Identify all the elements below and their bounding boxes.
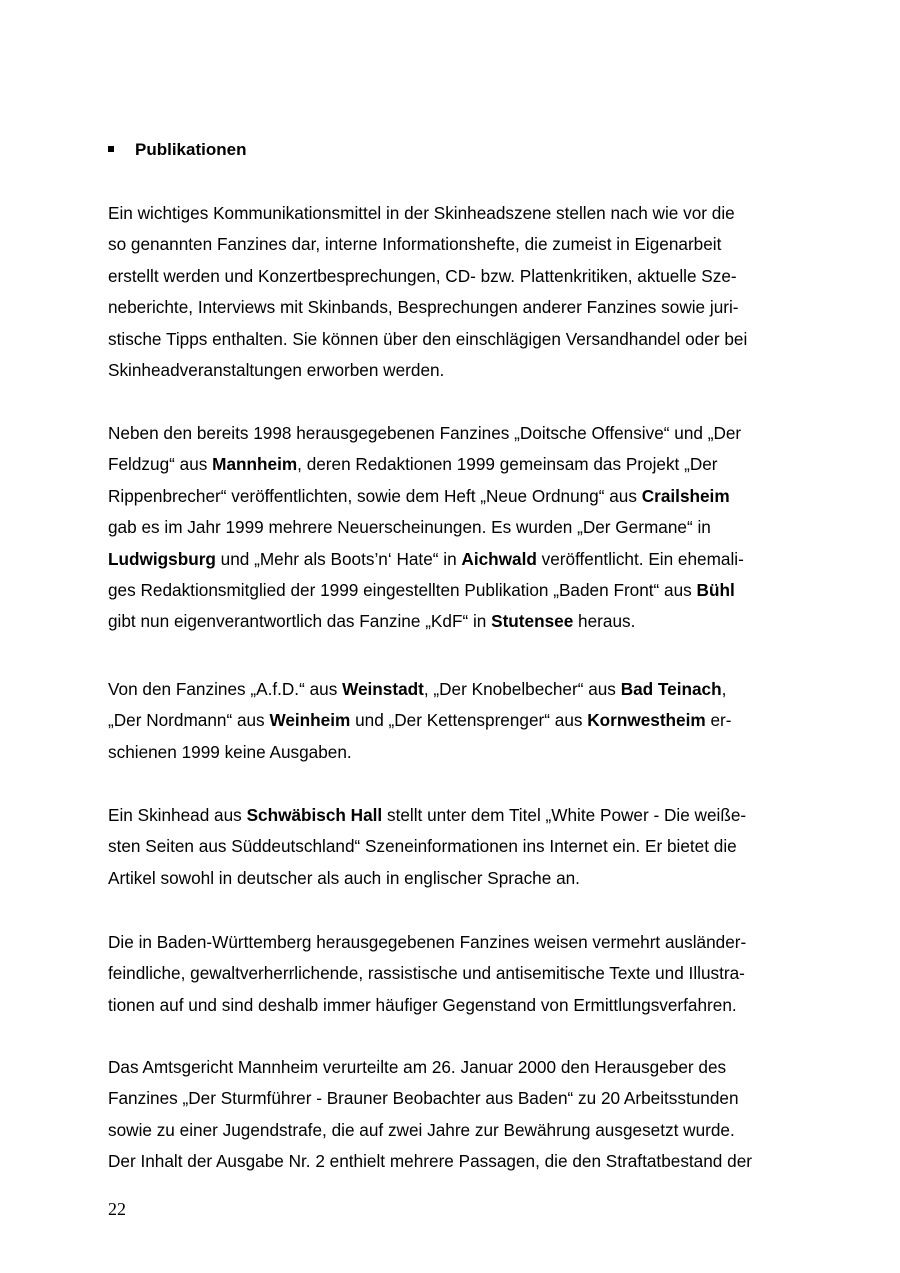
text-run: Neben den bereits 1998 herausgegebenen Fanzines „Doitsche Offensive“ und „Der [108, 423, 742, 443]
text-line [108, 831, 746, 862]
text-line [108, 261, 747, 292]
text-run: , deren Redaktionen 1999 gemeinsam das Projekt „Der [297, 454, 718, 475]
text-run: tionen auf und sind deshalb immer häufiger Gegenstand von Ermittlungsverfahren. [108, 994, 737, 1015]
paragraph [108, 1052, 752, 1178]
place-name: Mannheim [212, 454, 298, 475]
place-name: Kornwestheim [587, 710, 706, 731]
text-line [108, 324, 747, 355]
text-run: er- [705, 710, 732, 731]
text-run: neberichte, Interviews mit Skinbands, Besprechungen anderer Fanzines sowie juri- [108, 297, 739, 318]
text-line [108, 863, 746, 894]
text-run: Feldzug“ aus [108, 454, 213, 475]
text-run: gibt nun eigenverantwortlich das Fanzine „KdF“ in [108, 611, 492, 632]
text-line [108, 1052, 752, 1083]
page-number: 22 [108, 1199, 126, 1219]
section-heading-text: Publikationen [135, 140, 247, 159]
text-line [108, 229, 747, 260]
text-line [108, 958, 746, 989]
paragraph [108, 800, 746, 894]
text-run: Das Amtsgericht Mannheim verurteilte am 26. Januar 2000 den Herausgeber des [108, 1057, 727, 1077]
place-name: Bühl [696, 579, 735, 600]
text-line [108, 449, 744, 480]
place-name: Stutensee [491, 611, 574, 632]
place-name: Aichwald [461, 548, 537, 569]
text-run: Fanzines „Der Sturmführer - Brauner Beobachter aus Baden“ zu 20 Arbeitsstunden [108, 1088, 739, 1109]
text-line [108, 990, 746, 1021]
section-heading [108, 139, 246, 161]
text-line [108, 737, 731, 768]
text-line [108, 418, 744, 449]
paragraph [108, 418, 744, 638]
text-run: Artikel sowohl in deutscher als auch in englischer Sprache an. [108, 867, 580, 888]
text-run: Ein Skinhead aus [108, 805, 247, 825]
text-run: gab es im Jahr 1999 mehrere Neuerscheinungen. Es wurden „Der Germane“ in [108, 517, 711, 538]
text-run: Skinheadveranstaltungen erworben werden. [108, 359, 445, 380]
text-run: Ein wichtiges Kommunikationsmittel in der Skinheadszene stellen nach wie vor die [108, 203, 735, 223]
text-run: erstellt werden und Konzertbesprechungen, CD- bzw. Plattenkritiken, aktuelle Sze- [108, 265, 737, 286]
text-run: sowie zu einer Jugendstrafe, die auf zwei Jahre zur Bewährung ausgesetzt wurde. [108, 1119, 735, 1140]
text-run: Rippenbrecher“ veröffentlichten, sowie dem Heft „Neue Ordnung“ aus [108, 485, 642, 506]
text-run: , „Der Knobelbecher“ aus [423, 679, 621, 699]
text-line [108, 674, 731, 705]
text-line [108, 575, 744, 606]
place-name: Weinstadt [342, 679, 424, 699]
text-line [108, 705, 731, 736]
paragraph [108, 198, 747, 386]
text-run: feindliche, gewaltverherrlichende, rassistische und antisemitische Texte und Illustra- [108, 963, 745, 984]
text-run: schienen 1999 keine Ausgaben. [108, 741, 352, 762]
bullet-icon [108, 146, 114, 152]
text-line [108, 606, 744, 637]
text-line [108, 800, 746, 831]
text-line [108, 1115, 752, 1146]
place-name: Weinheim [269, 710, 351, 731]
text-run: Der Inhalt der Ausgabe Nr. 2 enthielt mehrere Passagen, die den Straftatbestand der [108, 1151, 752, 1172]
place-name: Schwäbisch Hall [246, 805, 383, 825]
text-line [108, 1146, 752, 1177]
text-line [108, 355, 747, 386]
place-name: Crailsheim [641, 485, 730, 506]
text-run: veröffentlicht. Ein ehemali- [536, 548, 744, 569]
text-run: „Der Nordmann“ aus [108, 710, 270, 731]
text-run: ges Redaktionsmitglied der 1999 eingestellten Publikation „Baden Front“ aus [108, 579, 697, 600]
text-run: so genannten Fanzines dar, interne Informationshefte, die zumeist in Eigenarbeit [108, 234, 722, 255]
paragraph [108, 927, 746, 1021]
text-line [108, 292, 747, 323]
text-line [108, 512, 744, 543]
text-line [108, 927, 746, 958]
text-line [108, 1083, 752, 1114]
place-name: Bad Teinach [620, 679, 722, 699]
text-line [108, 544, 744, 575]
text-line [108, 481, 744, 512]
text-run: heraus. [573, 611, 636, 632]
place-name: Ludwigsburg [108, 548, 216, 569]
paragraph [108, 674, 731, 768]
text-run: und „Mehr als Boots’n‘ Hate“ in [215, 548, 462, 569]
text-run: sten Seiten aus Süddeutschland“ Szeneinformationen ins Internet ein. Er bietet die [108, 836, 737, 857]
text-run: und „Der Kettensprenger“ aus [350, 710, 588, 731]
text-run: Die in Baden-Württemberg herausgegebenen Fanzines weisen vermehrt ausländer- [108, 932, 747, 952]
text-run: Von den Fanzines „A.f.D.“ aus [108, 679, 343, 699]
text-run: stellt unter dem Titel „White Power - Die weiße- [382, 805, 747, 825]
text-line [108, 198, 747, 229]
text-run: , [721, 679, 727, 699]
text-run: stische Tipps enthalten. Sie können über den einschlägigen Versandhandel oder bei [108, 328, 748, 349]
